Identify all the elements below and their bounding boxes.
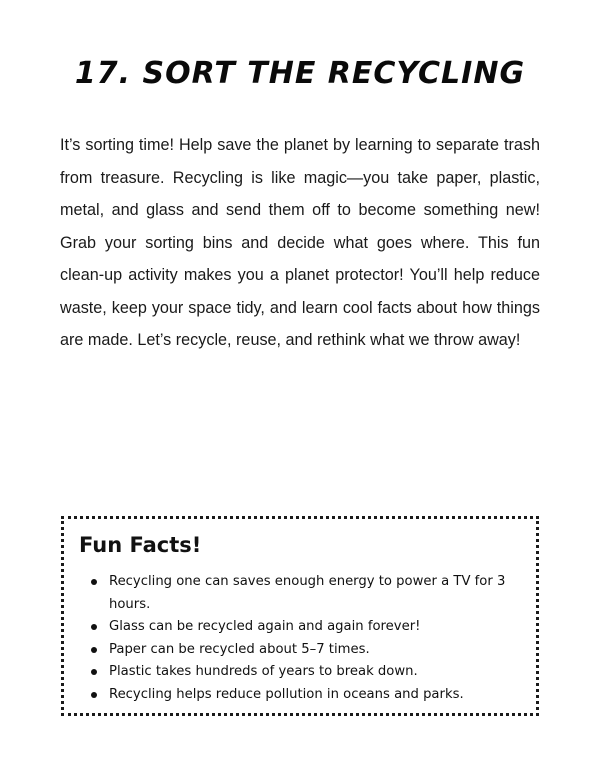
fact-text: Recycling helps reduce pollution in oceans and parks.	[109, 686, 464, 702]
bullet-icon	[91, 669, 97, 675]
intro-paragraph: It’s sorting time! Help save the planet by learning to separate trash from treasure. Recycling is like magic—you take paper, plastic, metal, and glass and send them off to become something new! Grab your sorting bins and decide what goes where. This fun clean-up activity makes you a planet protector! You’ll help reduce waste, keep your space tidy, and learn cool facts about how things are made. Let’s recycle, reuse, and rethink what we throw away!	[60, 136, 540, 349]
fun-facts-list	[89, 571, 509, 706]
fact-text: Recycling one can saves enough energy to power a TV for 3 hours.	[109, 574, 506, 612]
bullet-icon	[91, 647, 97, 653]
bullet-icon	[91, 579, 97, 585]
list-item	[89, 639, 509, 662]
list-item	[89, 684, 509, 707]
fact-text: Paper can be recycled about 5–7 times.	[109, 641, 370, 657]
page-title: 17. SORT THE RECYCLING	[74, 56, 526, 91]
bullet-icon	[91, 624, 97, 630]
list-item	[89, 616, 509, 639]
bullet-icon	[91, 692, 97, 698]
fact-text: Plastic takes hundreds of years to break down.	[109, 664, 418, 679]
list-item	[89, 661, 509, 684]
list-item	[89, 571, 509, 616]
fact-text: Glass can be recycled again and again forever!	[109, 619, 421, 634]
fun-facts-box	[61, 516, 539, 716]
fun-facts-heading: Fun Facts!	[79, 533, 202, 557]
